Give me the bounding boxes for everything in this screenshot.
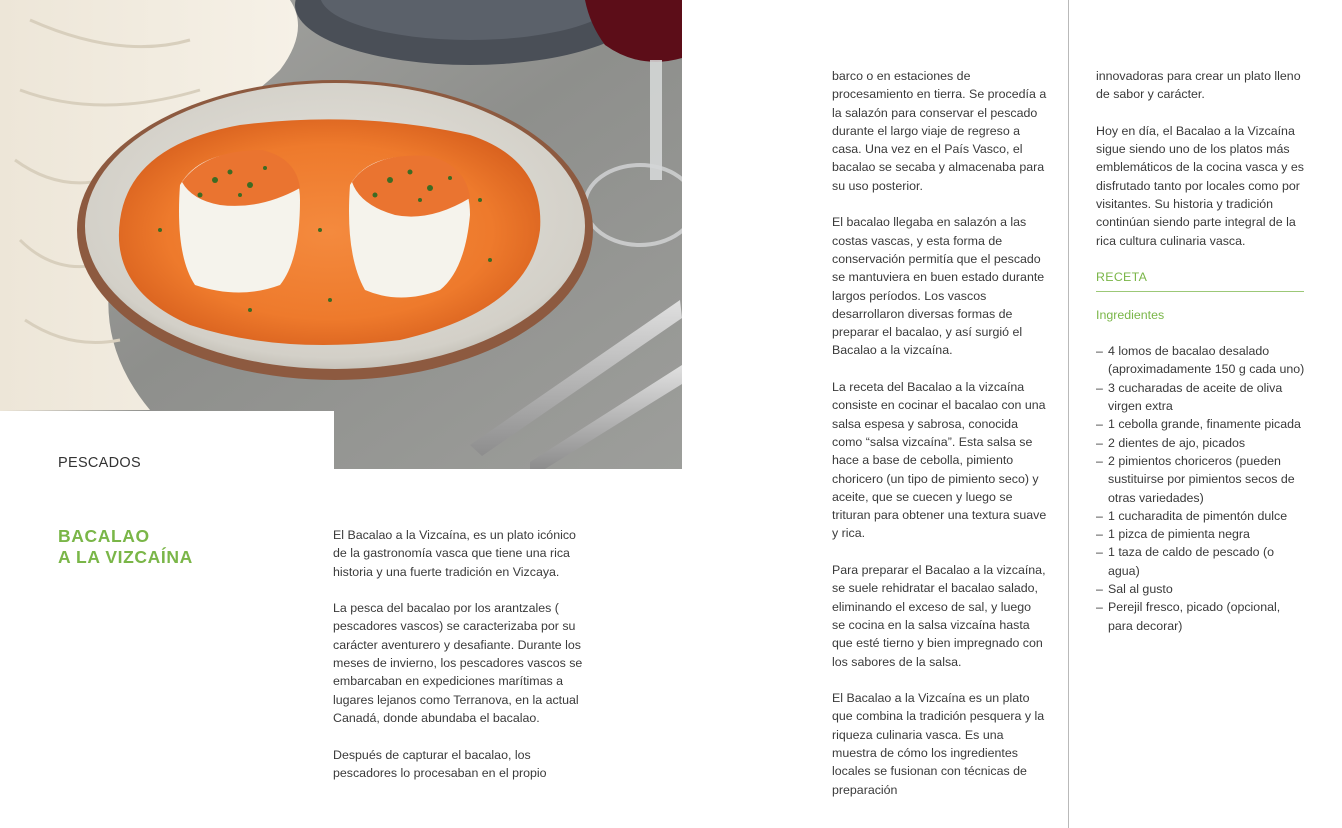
ingredient-item: – 2 pimientos choriceros (pueden sustituirse por pimientos secos de otras variedades) <box>1096 452 1308 507</box>
dish-photo <box>0 0 682 469</box>
ingredient-item: – 1 cebolla grande, finamente picada <box>1096 415 1308 433</box>
paragraph: El Bacalao a la Vizcaína, es un plato icónico de la gastronomía vasca que tiene una rica historia y una fuerte tradición en Vizcaya. <box>333 528 576 579</box>
photo-cutout <box>0 411 334 481</box>
paragraph: El bacalao llegaba en salazón a las costas vascas, y esta forma de conservación permitía que el pescado se mantuviera en buen estado durante largos períodos. Los vascos desarrollaron diversas formas de preparar el bacalao, y así surgió el Bacalao a la vizcaína. <box>832 215 1045 358</box>
article-column-3 <box>1096 67 1308 635</box>
recipe-heading: RECETA <box>1096 268 1304 291</box>
paragraph: El Bacalao a la Vizcaína es un plato que combina la tradición pesquera y la riqueza culinaria vasca. Es una muestra de cómo los ingredientes locales se fusionan con técnicas de preparación <box>832 691 1045 797</box>
recipe-title-line2: A LA VIZCAÍNA <box>58 547 193 567</box>
article-column-2 <box>832 67 1047 817</box>
recipe-title <box>58 526 193 568</box>
column-divider <box>1068 0 1069 828</box>
dish-photo-icon <box>0 0 682 469</box>
ingredient-item: – 3 cucharadas de aceite de oliva virgen extra <box>1096 379 1308 416</box>
ingredients-heading: Ingredientes <box>1096 307 1165 322</box>
paragraph: Para preparar el Bacalao a la vizcaína, se suele rehidratar el bacalao salado, eliminando el exceso de sal, y luego se cocina en la salsa vizcaína hasta que esté tierno y bien impregnado con los sabores de la salsa. <box>832 563 1046 669</box>
ingredient-item: – 4 lomos de bacalao desalado (aproximadamente 150 g cada uno) <box>1096 342 1308 379</box>
ingredient-item: – 1 pizca de pimienta negra <box>1096 525 1308 543</box>
ingredient-item: – 1 cucharadita de pimentón dulce <box>1096 507 1308 525</box>
ingredient-item: – Perejil fresco, picado (opcional, para decorar) <box>1096 598 1308 635</box>
ingredient-item: – Sal al gusto <box>1096 580 1308 598</box>
recipe-title-line1: BACALAO <box>58 526 150 546</box>
paragraph: La pesca del bacalao por los arantzales ( pescadores vascos) se caracterizaba por su carácter aventurero y desafiante. Durante los meses de invierno, los pescadores vascos se embarcaban en expediciones marítimas a lugares lejanos como Terranova, en la actual Canadá, donde abundaba el bacalao. <box>333 601 583 725</box>
article-column-1 <box>333 526 588 800</box>
section-category: PESCADOS <box>58 455 141 471</box>
paragraph: Después de capturar el bacalao, los pescadores lo procesaban en el propio <box>333 747 547 780</box>
ingredient-item: – 1 taza de caldo de pescado (o agua) <box>1096 543 1308 580</box>
paragraph: barco o en estaciones de procesamiento en tierra. Se procedía a la salazón para conservar el pescado durante el largo viaje de regreso a casa. Una vez en el País Vasco, el bacalao se secaba y almacenaba para su uso posterior. <box>832 69 1047 193</box>
paragraph: innovadoras para crear un plato lleno de sabor y carácter. <box>1096 69 1301 102</box>
ingredients-list <box>1096 342 1308 635</box>
paragraph: La receta del Bacalao a la vizcaína consiste en cocinar el bacalao con una salsa espesa y sabrosa, conocida como “salsa vizcaína”. Esta salsa se hace a base de cebolla, pimiento choricero (un tipo de pimiento seco) y aceite, que se cuecen y luego se trituran para obtener una textura suave y rica. <box>832 380 1047 541</box>
paragraph: Hoy en día, el Bacalao a la Vizcaína sigue siendo uno de los platos más emblemáticos de la cocina vasca y es disfrutado tanto por locales como por visitantes. Su historia y tradición continúan siendo parte integral de la rica cultura culinaria vasca. <box>1096 123 1304 248</box>
ingredient-item: – 2 dientes de ajo, picados <box>1096 434 1308 452</box>
